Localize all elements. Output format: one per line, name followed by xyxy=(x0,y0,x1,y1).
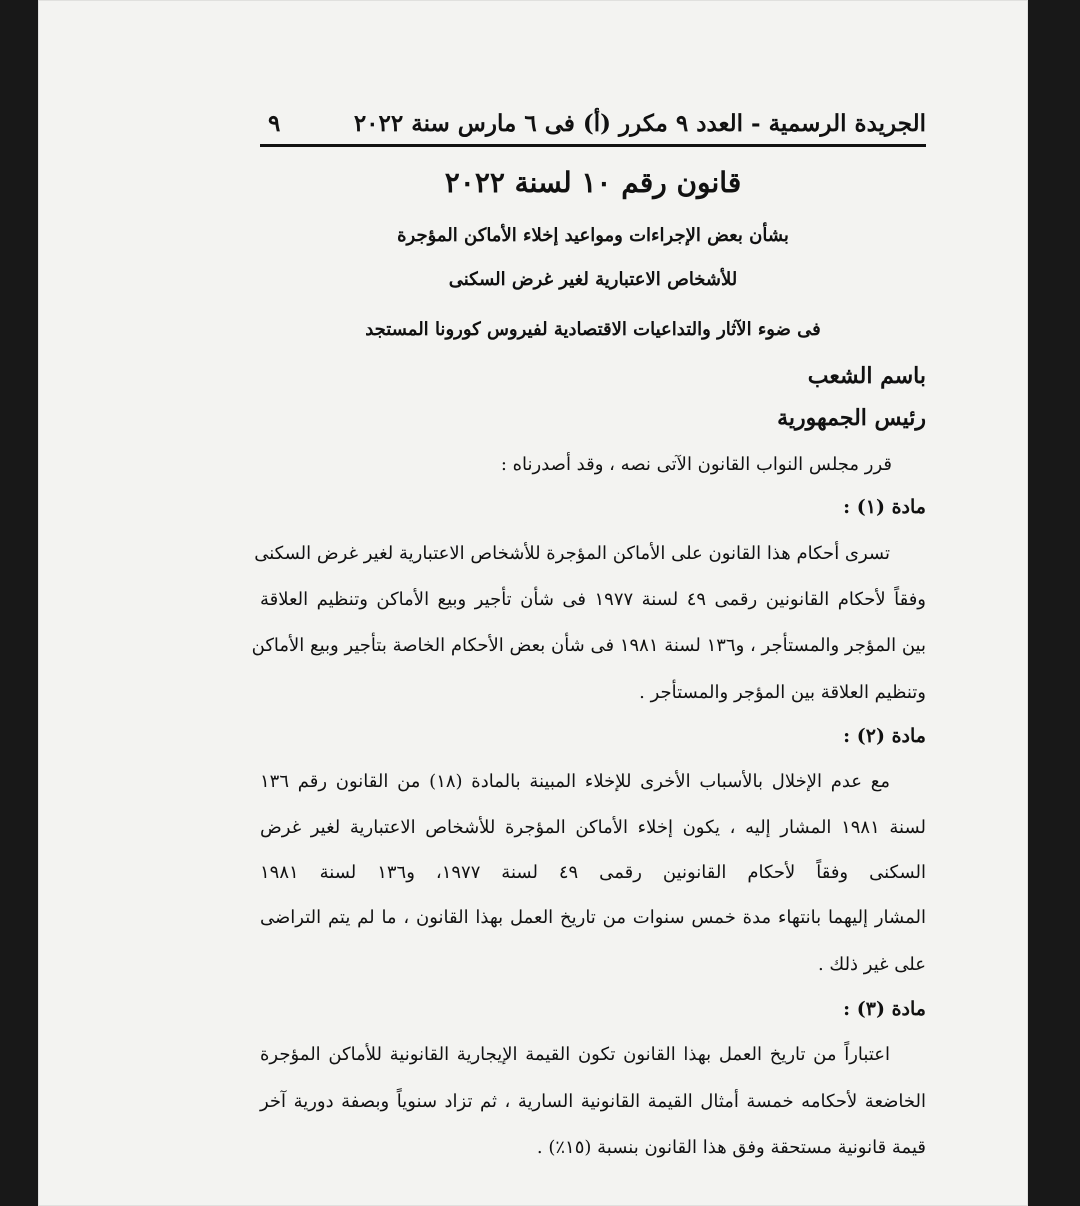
page-number: ٩ xyxy=(268,110,281,138)
people-heading: باسم الشعب xyxy=(807,363,926,389)
article-3-line-1: اعتباراً من تاريخ العمل بهذا القانون تكون القيمة الإيجارية القانونية للأماكن المؤجرة xyxy=(260,1044,890,1065)
left-screen-border xyxy=(0,0,38,1206)
article-2-line-3: السكنى وفقاً لأحكام القانونين رقمى ٤٩ لسنة ١٩٧٧، و١٣٦ لسنة ١٩٨١ xyxy=(260,862,926,883)
article-1-line-3: بين المؤجر والمستأجر ، و١٣٦ لسنة ١٩٨١ فى شأن بعض الأحكام الخاصة بتأجير وبيع الأماكن xyxy=(251,635,926,656)
article-2-line-2: لسنة ١٩٨١ المشار إليه ، يكون إخلاء الأماكن المؤجرة للأشخاص الاعتبارية لغير غرض xyxy=(260,817,926,838)
article-3-line-2: الخاضعة لأحكامه خمسة أمثال القيمة القانونية السارية ، ثم تزاد سنوياً وبصفة دورية آخر xyxy=(260,1091,926,1112)
header-rule xyxy=(260,144,926,147)
article-1-line-4: وتنظيم العلاقة بين المؤجر والمستأجر . xyxy=(639,682,926,703)
law-title: قانون رقم ١٠ لسنة ٢٠٢٢ xyxy=(444,166,742,199)
article-1-line-2: وفقاً لأحكام القانونين رقمى ٤٩ لسنة ١٩٧٧ فى شأن تأجير وبيع الأماكن وتنظيم العلاقة xyxy=(260,589,927,610)
article-2-line-1: مع عدم الإخلال بالأسباب الأخرى للإخلاء المبينة بالمادة (١٨) من القانون رقم ١٣٦ xyxy=(260,771,890,792)
document-page xyxy=(38,0,1028,1206)
president-heading: رئيس الجمهورية xyxy=(777,405,926,431)
enactment-intro: قرر مجلس النواب القانون الآتى نصه ، وقد أصدرناه : xyxy=(500,454,892,475)
law-subtitle-line-1: بشأن بعض الإجراءات ومواعيد إخلاء الأماكن المؤجرة xyxy=(397,225,789,246)
law-subtitle-line-3: فى ضوء الآثار والتداعيات الاقتصادية لفيروس كورونا المستجد xyxy=(365,319,821,340)
page-content xyxy=(251,0,927,1206)
page-header xyxy=(260,98,926,138)
right-screen-border xyxy=(1028,0,1080,1206)
gazette-header-title: الجريدة الرسمية - العدد ٩ مكرر (أ) فى ٦ مارس سنة ٢٠٢٢ xyxy=(353,110,926,138)
article-2-label: مادة (٢) : xyxy=(843,725,926,747)
article-3-label: مادة (٣) : xyxy=(843,998,926,1020)
article-3-line-3: قيمة قانونية مستحقة وفق هذا القانون بنسبة (١٥٪) . xyxy=(536,1137,926,1158)
article-1-label: مادة (١) : xyxy=(843,496,926,518)
article-1-line-1: تسرى أحكام هذا القانون على الأماكن المؤجرة للأشخاص الاعتبارية لغير غرض السكنى xyxy=(254,543,890,564)
law-subtitle-line-2: للأشخاص الاعتبارية لغير غرض السكنى xyxy=(448,269,738,290)
article-2-line-4: المشار إليهما بانتهاء مدة خمس سنوات من تاريخ العمل بهذا القانون ، ما لم يتم التراضى xyxy=(260,907,926,928)
article-2-line-5: على غير ذلك . xyxy=(817,954,926,975)
